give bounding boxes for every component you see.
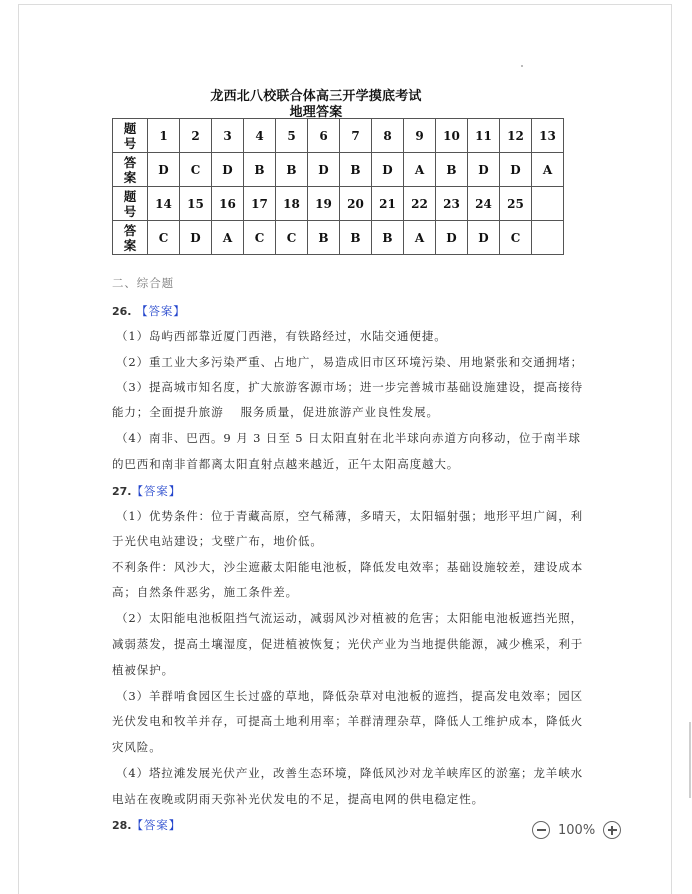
question-number-cell: 5 bbox=[276, 119, 308, 153]
zoom-level: 100% bbox=[558, 822, 596, 838]
answer-cell: B bbox=[340, 153, 372, 187]
answer-line: （4）塔拉滩发展光伏产业，改善生态环境，降低风沙对龙羊峡库区的淤塞；龙羊峡水 bbox=[116, 766, 584, 780]
row-label-char: 案 bbox=[123, 237, 137, 253]
question-number-cell: 7 bbox=[340, 119, 372, 153]
question-number-cell: 25 bbox=[500, 187, 532, 221]
answer-cell: D bbox=[436, 221, 468, 255]
answer-cell: B bbox=[308, 221, 340, 255]
row-label-answer bbox=[113, 153, 148, 187]
question-number-cell: 6 bbox=[308, 119, 340, 153]
answer-cell: A bbox=[212, 221, 244, 255]
scrollbar-thumb[interactable] bbox=[689, 722, 691, 798]
answer-line: 能力；全面提升旅游 服务质量，促进旅游产业良性发展。 bbox=[112, 405, 439, 419]
answer-tag: 【答案】 bbox=[131, 818, 182, 832]
answer-cell: B bbox=[276, 153, 308, 187]
minus-circle-icon bbox=[537, 829, 546, 830]
answer-cell: D bbox=[372, 153, 404, 187]
row-label-char: 答 bbox=[123, 154, 137, 170]
row-label-char: 答 bbox=[123, 222, 137, 238]
document-subtitle: 地理答案 bbox=[289, 105, 343, 120]
answer-line: 的巴西和南非首都离太阳直射点越来越近，正午太阳高度越大。 bbox=[112, 457, 460, 471]
answer-line: 于光伏电站建设；戈壁广布，地价低。 bbox=[112, 534, 323, 548]
row-label-answer bbox=[113, 221, 148, 255]
question-number-cell: 22 bbox=[404, 187, 436, 221]
answer-cell: C bbox=[244, 221, 276, 255]
question-number-cell: 16 bbox=[212, 187, 244, 221]
question-number: 28. bbox=[112, 819, 132, 832]
table-row bbox=[113, 187, 564, 221]
answer-line: （2）重工业大多污染严重、占地广，易造成旧市区环境污染、用地紧张和交通拥堵； bbox=[116, 355, 584, 369]
question-27-header bbox=[112, 484, 181, 499]
zoom-in-button[interactable] bbox=[603, 821, 621, 839]
answer-cell: C bbox=[276, 221, 308, 255]
answer-cell: D bbox=[148, 153, 180, 187]
answer-cell: B bbox=[244, 153, 276, 187]
answer-cell: B bbox=[436, 153, 468, 187]
answer-line: （2）太阳能电池板阻挡气流运动，减弱风沙对植被的危害；太阳能电池板遮挡光照， bbox=[116, 611, 584, 625]
answer-line: 灾风险。 bbox=[112, 740, 162, 754]
answer-cell: D bbox=[500, 153, 532, 187]
answer-cell: A bbox=[404, 221, 436, 255]
question-number-cell: 24 bbox=[468, 187, 500, 221]
question-number-cell bbox=[532, 187, 564, 221]
zoom-control bbox=[532, 818, 621, 842]
question-number-cell: 21 bbox=[372, 187, 404, 221]
answer-tag: 【答案】 bbox=[131, 484, 182, 498]
answer-tag: 【答案】 bbox=[136, 304, 186, 318]
question-number-cell: 8 bbox=[372, 119, 404, 153]
question-number-cell: 12 bbox=[500, 119, 532, 153]
answer-cell: B bbox=[340, 221, 372, 255]
answer-cell: C bbox=[148, 221, 180, 255]
answer-line: （1）岛屿西部靠近厦门西港，有铁路经过，水陆交通便捷。 bbox=[116, 329, 447, 343]
question-number-cell: 10 bbox=[436, 119, 468, 153]
row-label-char: 号 bbox=[123, 203, 137, 219]
question-number-cell: 13 bbox=[532, 119, 564, 153]
answer-cell: C bbox=[180, 153, 212, 187]
question-number: 26. bbox=[112, 305, 132, 318]
answer-cell: B bbox=[372, 221, 404, 255]
answer-cell: D bbox=[468, 153, 500, 187]
question-number-cell: 23 bbox=[436, 187, 468, 221]
answer-table bbox=[112, 118, 564, 255]
row-label-question-number bbox=[113, 119, 148, 153]
zoom-out-button[interactable] bbox=[532, 821, 550, 839]
question-number-cell: 17 bbox=[244, 187, 276, 221]
answer-line: 不利条件：风沙大，沙尘遮蔽太阳能电池板，降低发电效率；基础设施较差，建设成本 bbox=[112, 560, 584, 574]
answer-line: 减弱蒸发，提高土壤湿度，促进植被恢复；光伏产业为当地提供能源，减少樵采，利于 bbox=[112, 637, 584, 651]
question-number-cell: 20 bbox=[340, 187, 372, 221]
page-artifact bbox=[521, 65, 523, 67]
question-number: 27. bbox=[112, 485, 132, 498]
table-row bbox=[113, 119, 564, 153]
row-label-char: 题 bbox=[123, 188, 137, 204]
row-label-char: 题 bbox=[123, 120, 137, 136]
answer-line: （4）南非、巴西。9 月 3 日至 5 日太阳直射在北半球向赤道方向移动，位于南半球 bbox=[116, 431, 581, 445]
answer-cell bbox=[532, 221, 564, 255]
answer-line: （1）优势条件：位于青藏高原，空气稀薄，多晴天，太阳辐射强；地形平坦广阔，利 bbox=[116, 509, 584, 523]
table-row bbox=[113, 221, 564, 255]
question-26-header bbox=[112, 304, 186, 319]
question-number-cell: 19 bbox=[308, 187, 340, 221]
question-number-cell: 9 bbox=[404, 119, 436, 153]
answer-line: 电站在夜晚或阴雨天弥补光伏发电的不足，提高电网的供电稳定性。 bbox=[112, 792, 484, 806]
document-title: 龙西北八校联合体高三开学摸底考试 bbox=[210, 89, 422, 104]
answer-cell: A bbox=[404, 153, 436, 187]
answer-cell: C bbox=[500, 221, 532, 255]
question-number-cell: 11 bbox=[468, 119, 500, 153]
question-number-cell: 3 bbox=[212, 119, 244, 153]
answer-cell: A bbox=[532, 153, 564, 187]
plus-vertical-stroke bbox=[611, 826, 612, 835]
table-row bbox=[113, 153, 564, 187]
answer-line: 光伏发电和牧羊并存，可提高土地利用率；羊群清理杂草，降低人工维护成本，降低火 bbox=[112, 714, 584, 728]
section-heading: 二、综合题 bbox=[112, 276, 174, 290]
question-number-cell: 15 bbox=[180, 187, 212, 221]
answer-cell: D bbox=[180, 221, 212, 255]
row-label-char: 案 bbox=[123, 169, 137, 185]
answer-line: （3）羊群啃食园区生长过盛的草地，降低杂草对电池板的遮挡，提高发电效率；园区 bbox=[116, 689, 584, 703]
question-number-cell: 18 bbox=[276, 187, 308, 221]
answer-line: 植被保护。 bbox=[112, 663, 174, 677]
answer-line: （3）提高城市知名度，扩大旅游客源市场；进一步完善城市基础设施建设，提高接待 bbox=[116, 380, 584, 394]
answer-cell: D bbox=[212, 153, 244, 187]
row-label-question-number bbox=[113, 187, 148, 221]
question-number-cell: 1 bbox=[148, 119, 180, 153]
answer-cell: D bbox=[468, 221, 500, 255]
answer-cell: D bbox=[308, 153, 340, 187]
question-number-cell: 4 bbox=[244, 119, 276, 153]
question-28-header bbox=[112, 818, 181, 833]
question-number-cell: 2 bbox=[180, 119, 212, 153]
answer-line: 高；自然条件恶劣，施工条件差。 bbox=[112, 585, 298, 599]
question-number-cell: 14 bbox=[148, 187, 180, 221]
row-label-char: 号 bbox=[123, 135, 137, 151]
